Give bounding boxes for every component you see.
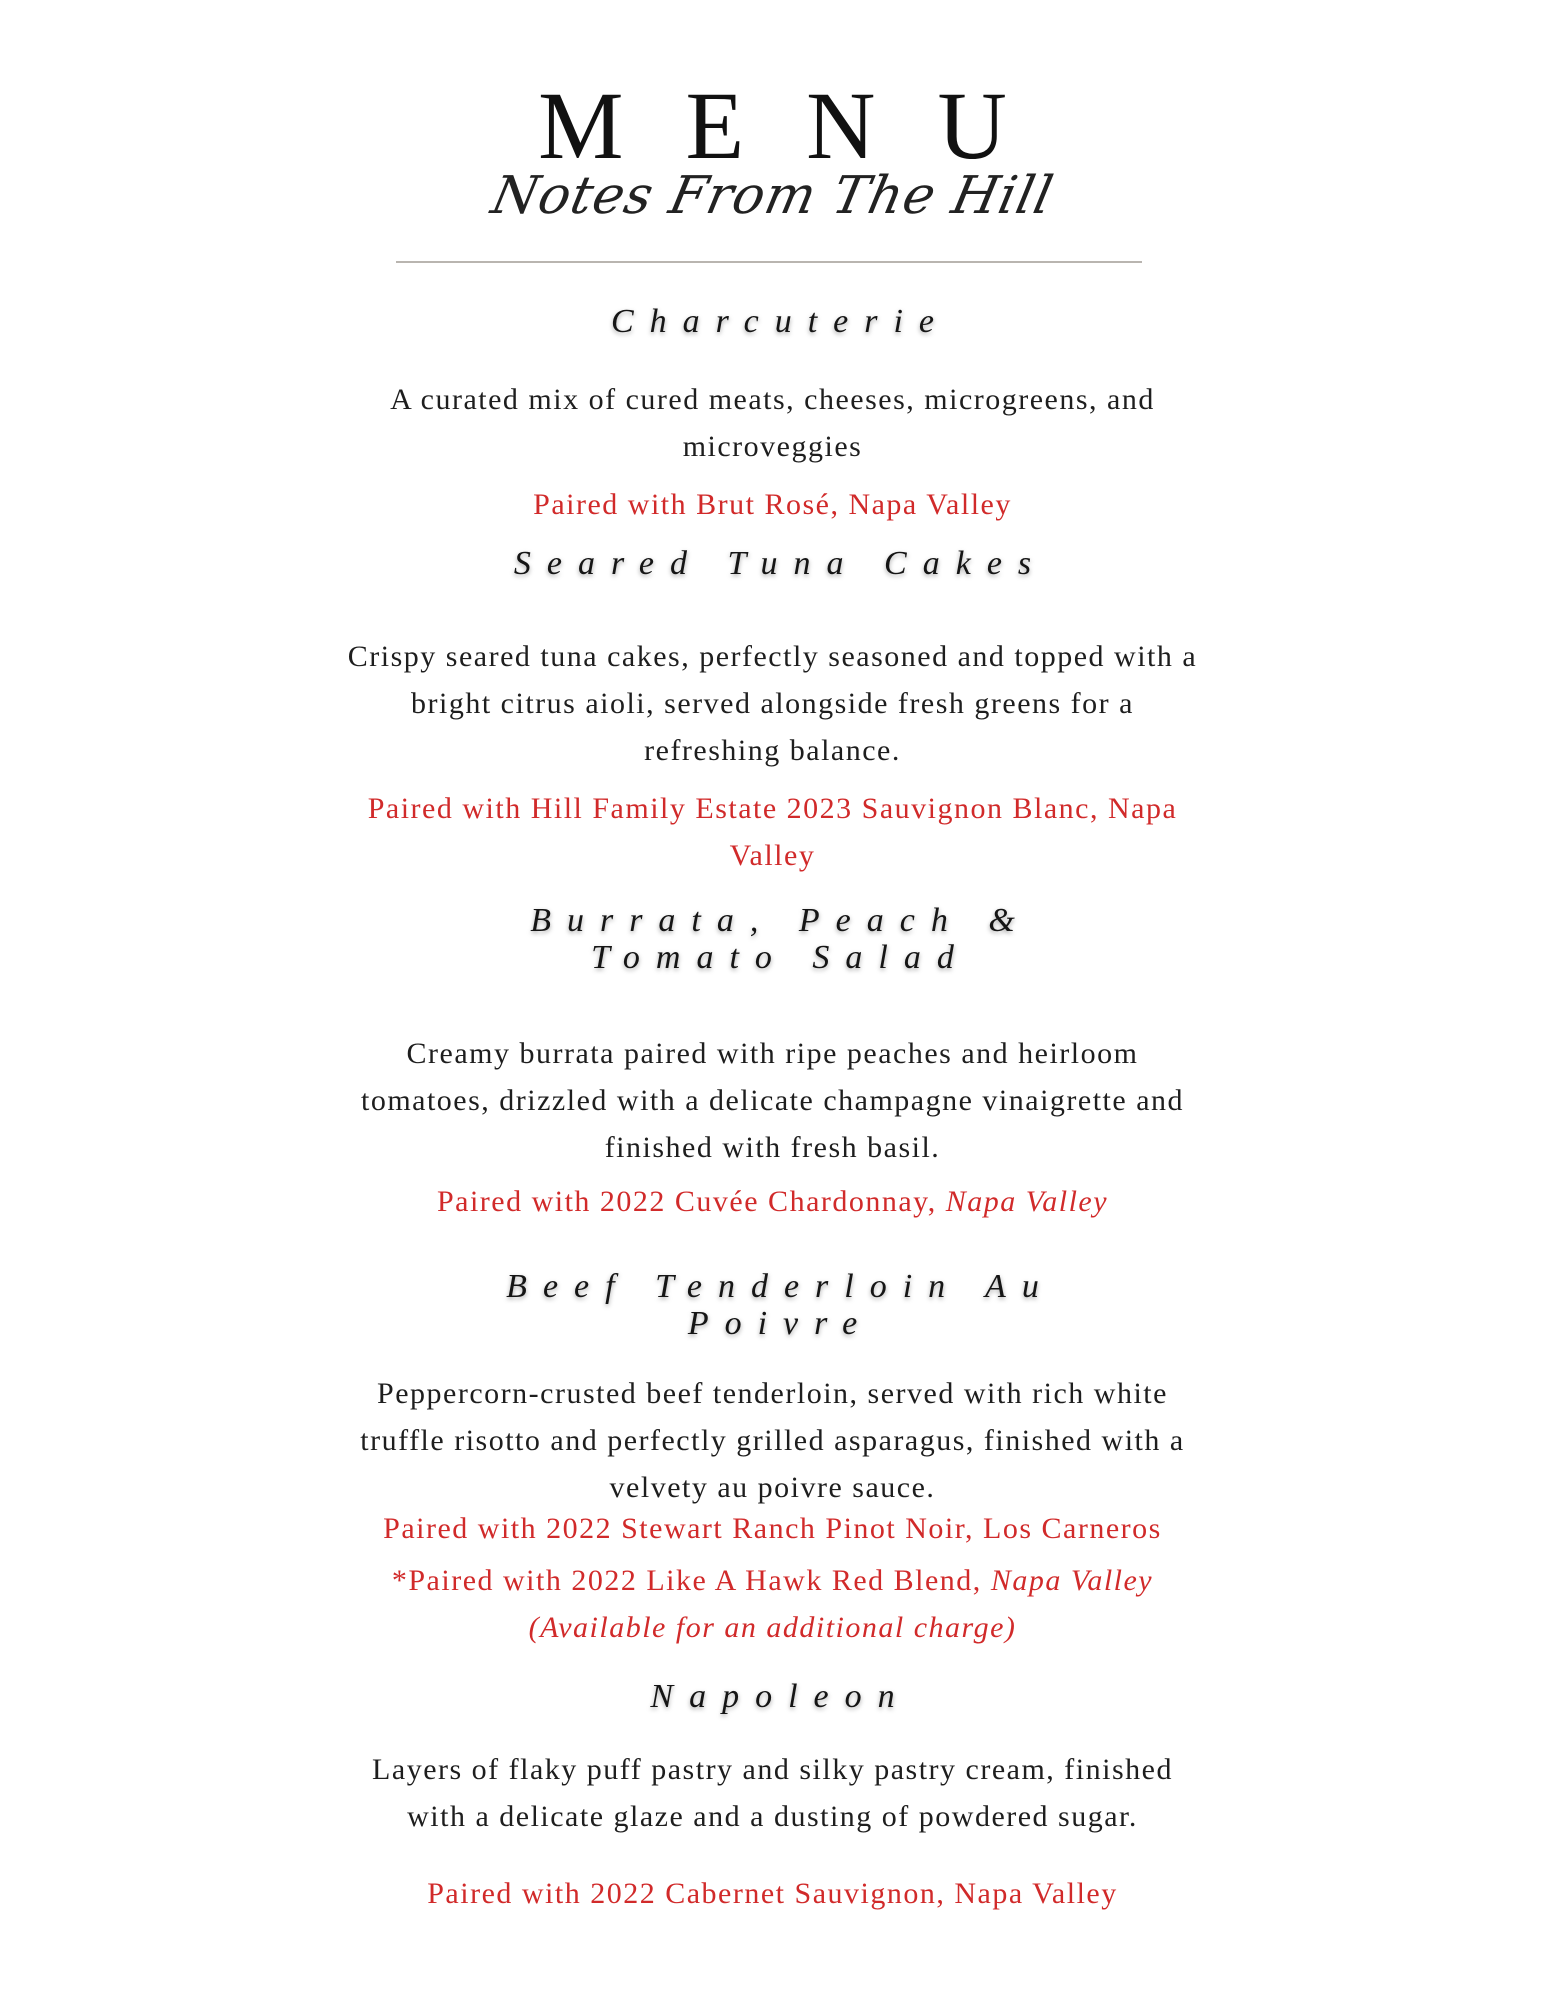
pairing-line (0, 1557, 1545, 1604)
description-line: Layers of flaky puff pastry and silky pastry cream, finished (372, 1753, 1173, 1786)
description-line: with a delicate glaze and a dusting of powdered sugar. (407, 1800, 1138, 1833)
pairing-region: Napa Valley (945, 1185, 1109, 1218)
course-title-line: Beef Tenderloin Au (506, 1268, 1055, 1305)
course-description-seared-tuna-cakes (0, 633, 1545, 774)
pairing-region: Napa Valley (990, 1564, 1154, 1597)
course-title-line: Napoleon (650, 1678, 911, 1715)
menu-title: MENU (538, 72, 1069, 179)
course-title-burrata-salad (0, 902, 1545, 977)
course-title-line: Seared Tuna Cakes (513, 545, 1048, 582)
description-line: velvety au poivre sauce. (609, 1471, 936, 1504)
course-title-line: Burrata, Peach & (530, 902, 1031, 939)
header-divider (396, 261, 1142, 263)
wine-pairing-burrata-salad (0, 1178, 1545, 1225)
pairing-line: Paired with Hill Family Estate 2023 Sauvignon Blanc, Napa (367, 792, 1178, 825)
course-description-burrata-salad (0, 1030, 1545, 1171)
additional-charge-note: (Available for an additional charge) (528, 1611, 1017, 1644)
pairing-line (0, 1178, 1545, 1225)
course-title-beef-tenderloin (0, 1268, 1545, 1343)
course-title-seared-tuna-cakes (0, 545, 1545, 582)
description-line: Crispy seared tuna cakes, perfectly seasoned and topped with a (347, 640, 1198, 673)
description-line: finished with fresh basil. (604, 1131, 941, 1164)
description-line: bright citrus aioli, served alongside fresh greens for a (411, 687, 1134, 720)
course-description-napoleon (0, 1746, 1545, 1840)
description-line: microveggies (682, 430, 863, 463)
wine-pairing-beef-tenderloin-upgrade (0, 1557, 1545, 1651)
description-line: A curated mix of cured meats, cheeses, microgreens, and (390, 383, 1155, 416)
wine-pairing-napoleon (0, 1870, 1545, 1917)
course-title-line: Tomato Salad (591, 939, 970, 977)
pairing-line: Valley (729, 839, 816, 872)
course-title-line: Poivre (687, 1305, 874, 1343)
description-line: Peppercorn-crusted beef tenderloin, served with rich white (377, 1377, 1168, 1410)
course-title-line: Charcuterie (610, 303, 951, 340)
wine-pairing-charcuterie (0, 481, 1545, 528)
description-line: Creamy burrata paired with ripe peaches and heirloom (406, 1037, 1139, 1070)
description-line: truffle risotto and perfectly grilled asparagus, finished with a (360, 1424, 1185, 1457)
description-line: tomatoes, drizzled with a delicate champagne vinaigrette and (360, 1084, 1185, 1117)
menu-subtitle: Notes From The Hill (486, 166, 1059, 226)
pairing-line: Paired with Brut Rosé, Napa Valley (533, 488, 1012, 521)
pairing-line: Paired with 2022 Stewart Ranch Pinot Noir, Los Carneros (383, 1512, 1162, 1545)
course-title-charcuterie (0, 303, 1545, 340)
pairing-text: Paired with 2022 Cuvée Chardonnay, (436, 1185, 946, 1218)
course-title-napoleon (0, 1678, 1545, 1715)
wine-pairing-beef-tenderloin (0, 1505, 1545, 1552)
description-line: refreshing balance. (644, 734, 901, 767)
pairing-text: *Paired with 2022 Like A Hawk Red Blend, (391, 1564, 991, 1597)
course-description-beef-tenderloin (0, 1370, 1545, 1511)
wine-pairing-seared-tuna-cakes (0, 785, 1545, 879)
pairing-line: Paired with 2022 Cabernet Sauvignon, Napa Valley (427, 1877, 1118, 1910)
course-description-charcuterie (0, 376, 1545, 470)
